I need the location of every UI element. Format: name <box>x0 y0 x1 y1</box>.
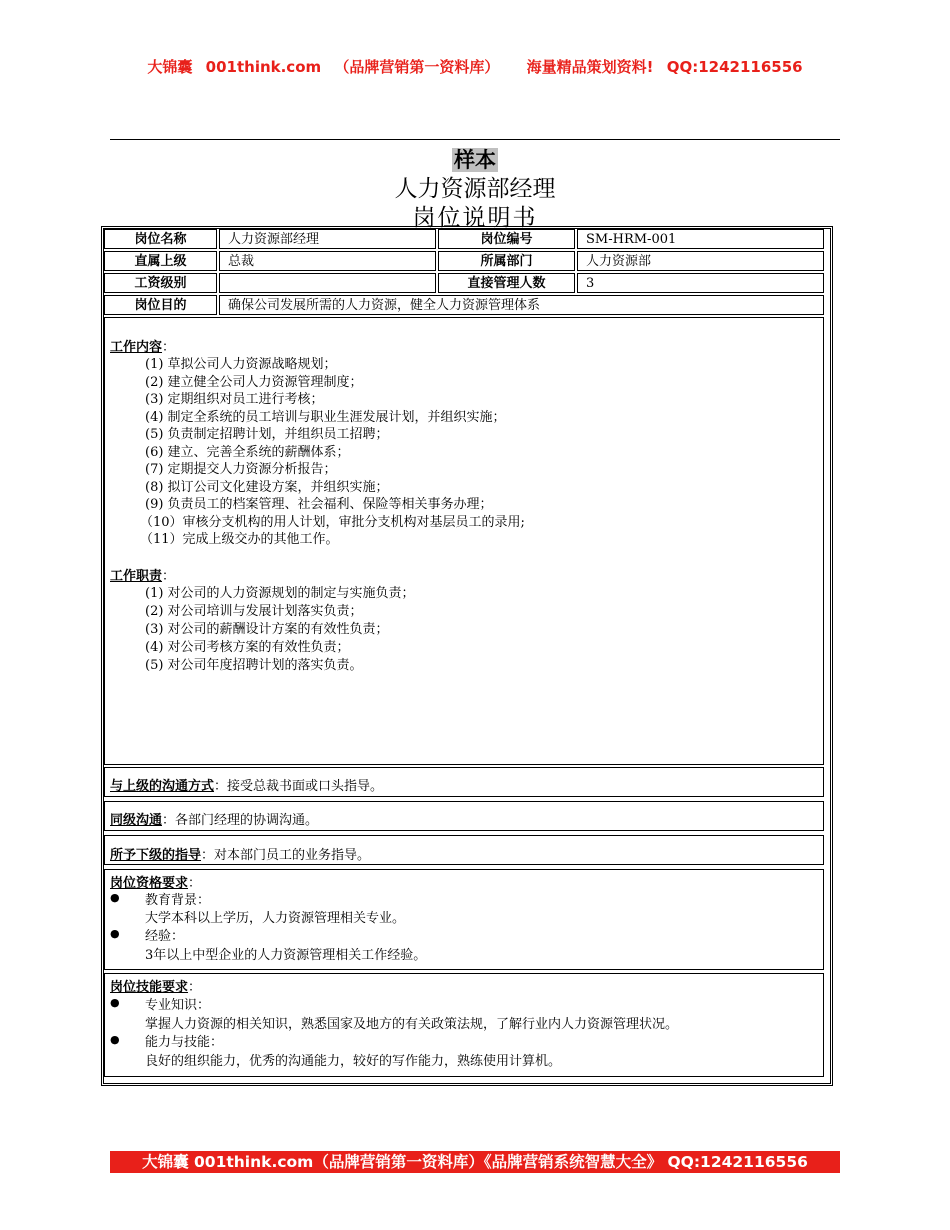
value-position-code: SM-HRM-001 <box>577 229 824 249</box>
upward-comm-row <box>104 767 824 797</box>
header-slogan: 海量精品策划资料! <box>526 58 654 76</box>
sample-label: 样本 <box>454 148 496 172</box>
doc-title-line1: 人力资源部经理 <box>394 176 556 202</box>
label-department: 所属部门 <box>438 251 575 271</box>
footer-banner[interactable]: 大锦囊 001think.com（品牌营销第一资料库）《品牌营销系统智慧大全》 QQ:1242116556 <box>110 1151 840 1173</box>
knowledge-label: 专业知识： <box>145 998 211 1013</box>
label-salary-level: 工资级别 <box>104 273 217 293</box>
duty-item: (4) 对公司考核方案的有效性负责； <box>145 640 350 655</box>
exp-text: 3年以上中型企业的人力资源管理相关工作经验。 <box>145 948 427 963</box>
peer-comm-text: ：各部门经理的协调沟通。 <box>162 813 319 828</box>
bullet-icon: ● <box>110 891 120 904</box>
duty-item: (3) 对公司的薪酬设计方案的有效性负责； <box>145 622 389 637</box>
value-position-name: 人力资源部经理 <box>219 229 436 249</box>
header-rule <box>110 139 840 140</box>
work-item: （10）审核分支机构的用人计划，审批分支机构对基层员工的录用; <box>140 514 525 530</box>
work-item: (5) 负责制定招聘计划，并组织员工招聘； <box>145 427 389 442</box>
ability-text: 良好的组织能力，优秀的沟通能力，较好的写作能力，熟练使用计算机。 <box>145 1054 562 1069</box>
skills-heading: 岗位技能要求 <box>110 980 189 995</box>
downward-comm-heading: 所予下级的指导 <box>110 848 202 863</box>
skills-colon: ： <box>188 980 202 995</box>
header-tagline: （品牌营销第一资料库） <box>334 58 500 76</box>
label-superior: 直属上级 <box>104 251 217 271</box>
exp-label: 经验： <box>145 929 185 944</box>
label-purpose: 岗位目的 <box>104 295 217 315</box>
edu-label: 教育背景： <box>145 893 211 908</box>
edu-text: 大学本科以上学历，人力资源管理相关专业。 <box>145 911 406 926</box>
header-brand: 大锦囊 <box>147 58 193 76</box>
qualifications-colon: ： <box>188 876 202 891</box>
work-content-heading: 工作内容 <box>110 340 163 355</box>
upward-comm-heading: 与上级的沟通方式 <box>110 779 215 794</box>
bullet-icon: ● <box>110 1033 120 1046</box>
bullet-icon: ● <box>110 996 120 1009</box>
work-content-colon: ： <box>162 340 176 355</box>
header-site[interactable]: 001think.com <box>205 58 322 76</box>
downward-comm-text: ：对本部门员工的业务指导。 <box>201 848 371 863</box>
skills-heading-line <box>110 976 201 995</box>
work-item: (6) 建立、完善全系统的薪酬体系； <box>145 444 350 460</box>
label-subordinates: 直接管理人数 <box>438 273 575 293</box>
bullet-icon: ● <box>110 927 120 940</box>
peer-comm-row <box>104 801 824 831</box>
work-item: (7) 定期提交人力资源分析报告； <box>145 462 337 477</box>
duty-item: (2) 对公司培训与发展计划落实负责； <box>145 604 363 619</box>
duty-item: (5) 对公司年度招聘计划的落实负责。 <box>145 658 363 673</box>
work-item: (9) 负责员工的档案管理、社会福利、保险等相关事务办理； <box>145 497 493 512</box>
value-subordinates: 3 <box>577 273 824 293</box>
work-item: (4) 制定全系统的员工培训与职业生涯发展计划，并组织实施； <box>145 409 506 425</box>
header-qq: QQ:1242116556 <box>666 58 803 76</box>
ability-label: 能力与技能： <box>145 1035 224 1050</box>
label-position-name: 岗位名称 <box>104 229 217 249</box>
header-banner <box>0 56 950 77</box>
value-purpose: 确保公司发展所需的人力资源，健全人力资源管理体系 <box>219 295 824 315</box>
value-salary-level <box>219 273 436 293</box>
duties-colon: ： <box>162 569 176 584</box>
work-item: (1) 草拟公司人力资源战略规划； <box>145 357 337 372</box>
value-department: 人力资源部 <box>577 251 824 271</box>
duty-item: (1) 对公司的人力资源规划的制定与实施负责； <box>145 586 415 601</box>
upward-comm-text: ：接受总裁书面或口头指导。 <box>214 779 384 794</box>
work-item: (8) 拟订公司文化建设方案，并组织实施； <box>145 479 389 495</box>
value-superior: 总裁 <box>219 251 436 271</box>
knowledge-text: 掌握人力资源的相关知识，熟悉国家及地方的有关政策法规，了解行业内人力资源管理状况。 <box>145 1017 679 1032</box>
duties-heading: 工作职责 <box>110 569 163 584</box>
work-item: (3) 定期组织对员工进行考核； <box>145 392 324 407</box>
qualifications-heading: 岗位资格要求 <box>110 876 189 891</box>
doc-title-line2: 岗位说明书 <box>412 205 538 231</box>
downward-comm-row <box>104 835 824 865</box>
work-item: （11）完成上级交办的其他工作。 <box>140 532 339 547</box>
label-position-code: 岗位编号 <box>438 229 575 249</box>
work-item: (2) 建立健全公司人力资源管理制度； <box>145 374 363 390</box>
peer-comm-heading: 同级沟通 <box>110 813 163 828</box>
